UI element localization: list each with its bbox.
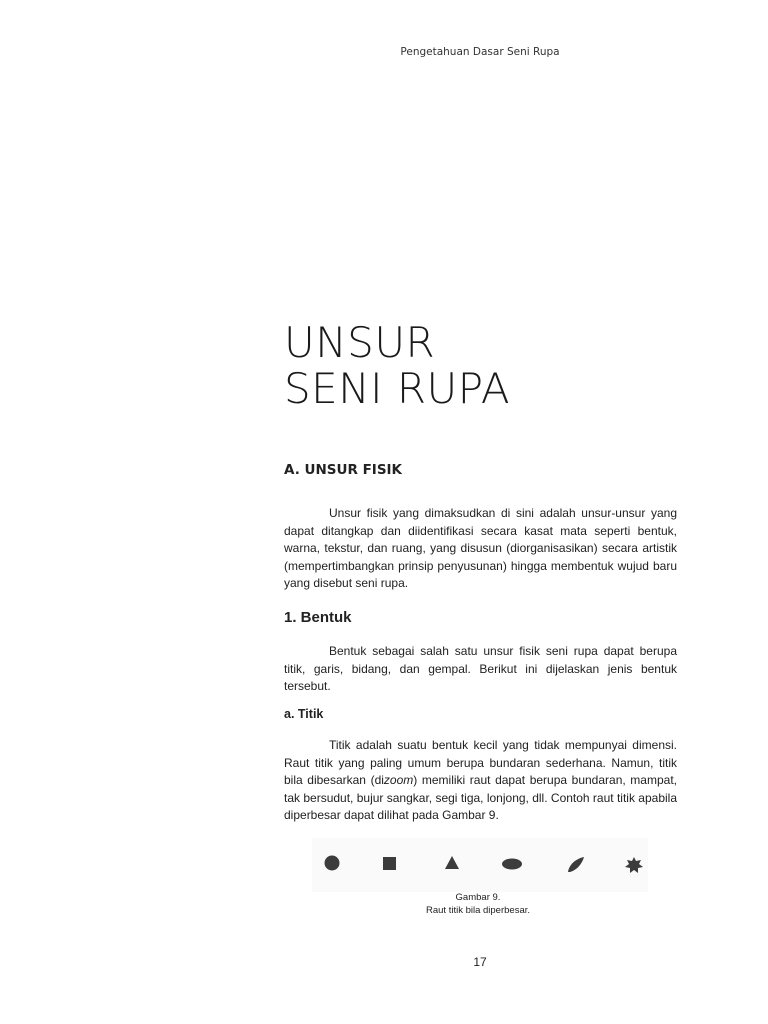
point-shapes-illustration	[312, 838, 648, 892]
paragraph-titik-italic-word: zoom	[383, 773, 414, 788]
figure-caption-number: Gambar 9.	[455, 892, 501, 903]
subsection-heading-titik: a. Titik	[284, 707, 324, 721]
chapter-title-line-2: SENI RUPA	[284, 364, 511, 413]
figure-caption	[380, 891, 576, 917]
figure-point-shapes	[312, 838, 648, 892]
leaf-dot-shape	[568, 857, 584, 872]
chapter-title-line-1: UNSUR	[284, 318, 436, 367]
section-heading-unsur-fisik: A. UNSUR FISIK	[284, 462, 403, 478]
square-dot-shape	[383, 857, 396, 870]
paragraph-bentuk: Bentuk sebagai salah satu unsur fisik seni rupa dapat berupa titik, garis, bidang, dan gempal. Berikut ini dijelaskan jenis bentuk tersebut.	[284, 644, 677, 694]
subsection-heading-bentuk: 1. Bentuk	[284, 609, 352, 626]
page-number: 17	[473, 955, 487, 969]
running-header: Pengetahuan Dasar Seni Rupa	[400, 46, 560, 58]
splat-dot-shape	[625, 857, 643, 873]
oval-dot-shape	[502, 859, 522, 870]
paragraph-titik-part-1: Titik adalah suatu bentuk kecil yang tidak mempunyai dimensi. Raut titik yang paling umum berupa bundaran sederhana. Namun, titik bila dibesarkan (di	[284, 738, 677, 788]
triangle-dot-shape	[445, 856, 459, 869]
paragraph-unsur-fisik: Unsur fisik yang dimaksudkan di sini adalah unsur-unsur yang dapat ditangkap dan diidentifikasi secara kasat mata seperti bentuk, warna, tekstur, dan ruang, yang disusun (diorganisasikan) secara artistik (mempertimbangkan prinsip penyusunan) hingga membentuk wujud baru yang disebut seni rupa.	[284, 506, 677, 591]
paragraph-titik-part-2: ) memiliki raut dapat berupa bundaran, mampat, tak bersudut, bujur sangkar, segi tiga, lonjong, dll. Contoh raut titik apabila diperbesar dapat dilihat pada Gambar 9.	[284, 773, 677, 823]
circle-dot-shape	[325, 856, 340, 871]
chapter-title	[284, 320, 510, 412]
figure-caption-text: Raut titik bila diperbesar.	[425, 905, 531, 916]
paragraph-titik	[284, 737, 677, 825]
